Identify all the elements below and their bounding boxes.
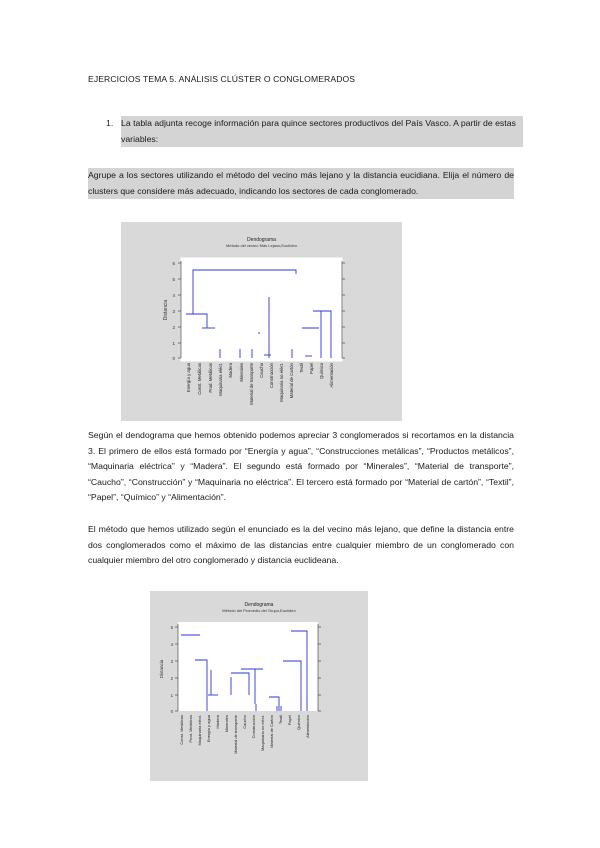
y-axis-label: Distancia	[163, 299, 169, 321]
y-tick: 1	[170, 693, 173, 698]
x-tick: Minerales	[224, 715, 229, 733]
y-tick: 3	[170, 659, 173, 664]
x-tick: Papel	[309, 363, 314, 374]
y-tick: 5	[170, 625, 173, 630]
dendrogram-plot-2	[150, 591, 368, 781]
x-tick: Construcción	[269, 363, 274, 389]
y-tick: 0	[170, 709, 173, 714]
x-tick: Material de transporte	[233, 715, 238, 754]
dendrogram-figure-1	[121, 222, 402, 421]
y-tick-labels	[171, 625, 174, 714]
x-tick: Papel	[287, 715, 292, 726]
x-tick: Minerales	[239, 363, 244, 382]
x-tick: Alimentación	[305, 715, 310, 738]
y-tick: 0	[172, 356, 175, 361]
x-tick: Madera	[228, 363, 233, 378]
y-tick: 6	[172, 261, 175, 266]
y-tick: 1	[172, 341, 175, 346]
document-heading: EJERCICIOS TEMA 5. ANÁLISIS CLÚSTER O CONGLOMERADOS	[88, 74, 356, 84]
figure-title-text: Dendograma	[247, 237, 276, 243]
y-axis-label: Distancia	[159, 659, 164, 679]
y-tick: 4	[172, 293, 175, 298]
x-tick: Energía y agua	[186, 363, 191, 393]
instruction-paragraph: Agrupe a los sectores utilizando el método del vecino más lejano y la distancia eucidiana. Elija el número de clusters que considere más adecuado, indicando los sectores de cada conglomerado.	[88, 168, 514, 199]
x-tick: Caucho	[242, 715, 247, 729]
analysis-paragraph-2: El método que hemos utilizado según el enunciado es la del vecino más lejano, que define la distancia entre dos conglomerados como el máximo de las distancias entre cualquier miembro de un conglomerado con cualquier miembro del otro conglomerado y distancia euclideana.	[88, 524, 514, 565]
figure-subtitle: Método del vecino Más Lejano,Euclídeo	[226, 243, 297, 248]
x-tick: Construcción	[251, 715, 256, 739]
x-tick: Maquinaria no eléct.	[260, 715, 265, 752]
y-tick-labels	[172, 261, 175, 361]
figure-subtitle: Método del Promedio del Grupo,Euclídeo	[222, 608, 296, 613]
item-text: La tabla adjunta recoge información para quince sectores productivos del País Vasco. A partir de estas variables:	[121, 116, 523, 147]
dendrogram-figure-2	[150, 591, 368, 781]
figure-title-text: Dendograma	[244, 602, 274, 608]
analysis-paragraph-1: Según el dendograma que hemos obtenido podemos apreciar 3 conglomerados si recortamos en la distancia 3. El primero de ellos está formado por “Energía y agua”, “Construcciones metálicas”, “Productos metálicos”, “Maquinaria eléctrica” y “Madera”. El segundo está formado por “Minerales”, “Material de transporte”, “Caucho”, “Construcción” y “Maquinaria no eléctrica”. El tercero está formado por “Material de cartón”, “Textil”, “Papel”, “Químico” y “Alimentación”.	[88, 430, 514, 502]
x-tick: Maquinaria no eléct.	[279, 363, 284, 402]
x-tick: Caucho	[259, 363, 264, 378]
x-tick: Const. Metálicas	[197, 363, 202, 395]
x-tick: Textil	[299, 363, 304, 373]
y-tick: 4	[170, 642, 173, 647]
x-tick-labels	[179, 714, 310, 754]
y-tick: 3	[172, 309, 175, 314]
x-tick: Maquinaria eléct.	[218, 363, 223, 396]
x-tick: Textil	[278, 715, 283, 725]
x-tick: Prod. Metálicos	[208, 363, 213, 393]
x-tick: Químico	[319, 363, 324, 379]
y-tick: 2	[172, 325, 175, 330]
x-tick: Material de Cartón	[289, 363, 294, 399]
x-tick: Alimentación	[329, 363, 334, 388]
dendrogram-plot-1	[121, 222, 402, 421]
x-tick-labels	[186, 362, 334, 404]
item-number: 1.	[106, 118, 114, 128]
x-tick: Madera	[215, 715, 220, 729]
x-tick: Energía y agua	[206, 715, 211, 743]
x-tick: Maquinaria eléct.	[197, 715, 202, 746]
y-tick: 2	[170, 676, 173, 681]
x-tick: Químico	[296, 715, 301, 730]
x-tick: Material de transporte	[249, 363, 254, 405]
y-tick: 5	[172, 277, 175, 282]
x-tick: Material de Cartón	[269, 715, 274, 748]
plot-area	[181, 258, 342, 361]
x-tick: Prod. Metálicos	[188, 715, 193, 743]
x-tick: Const. Metálicas	[179, 715, 184, 745]
